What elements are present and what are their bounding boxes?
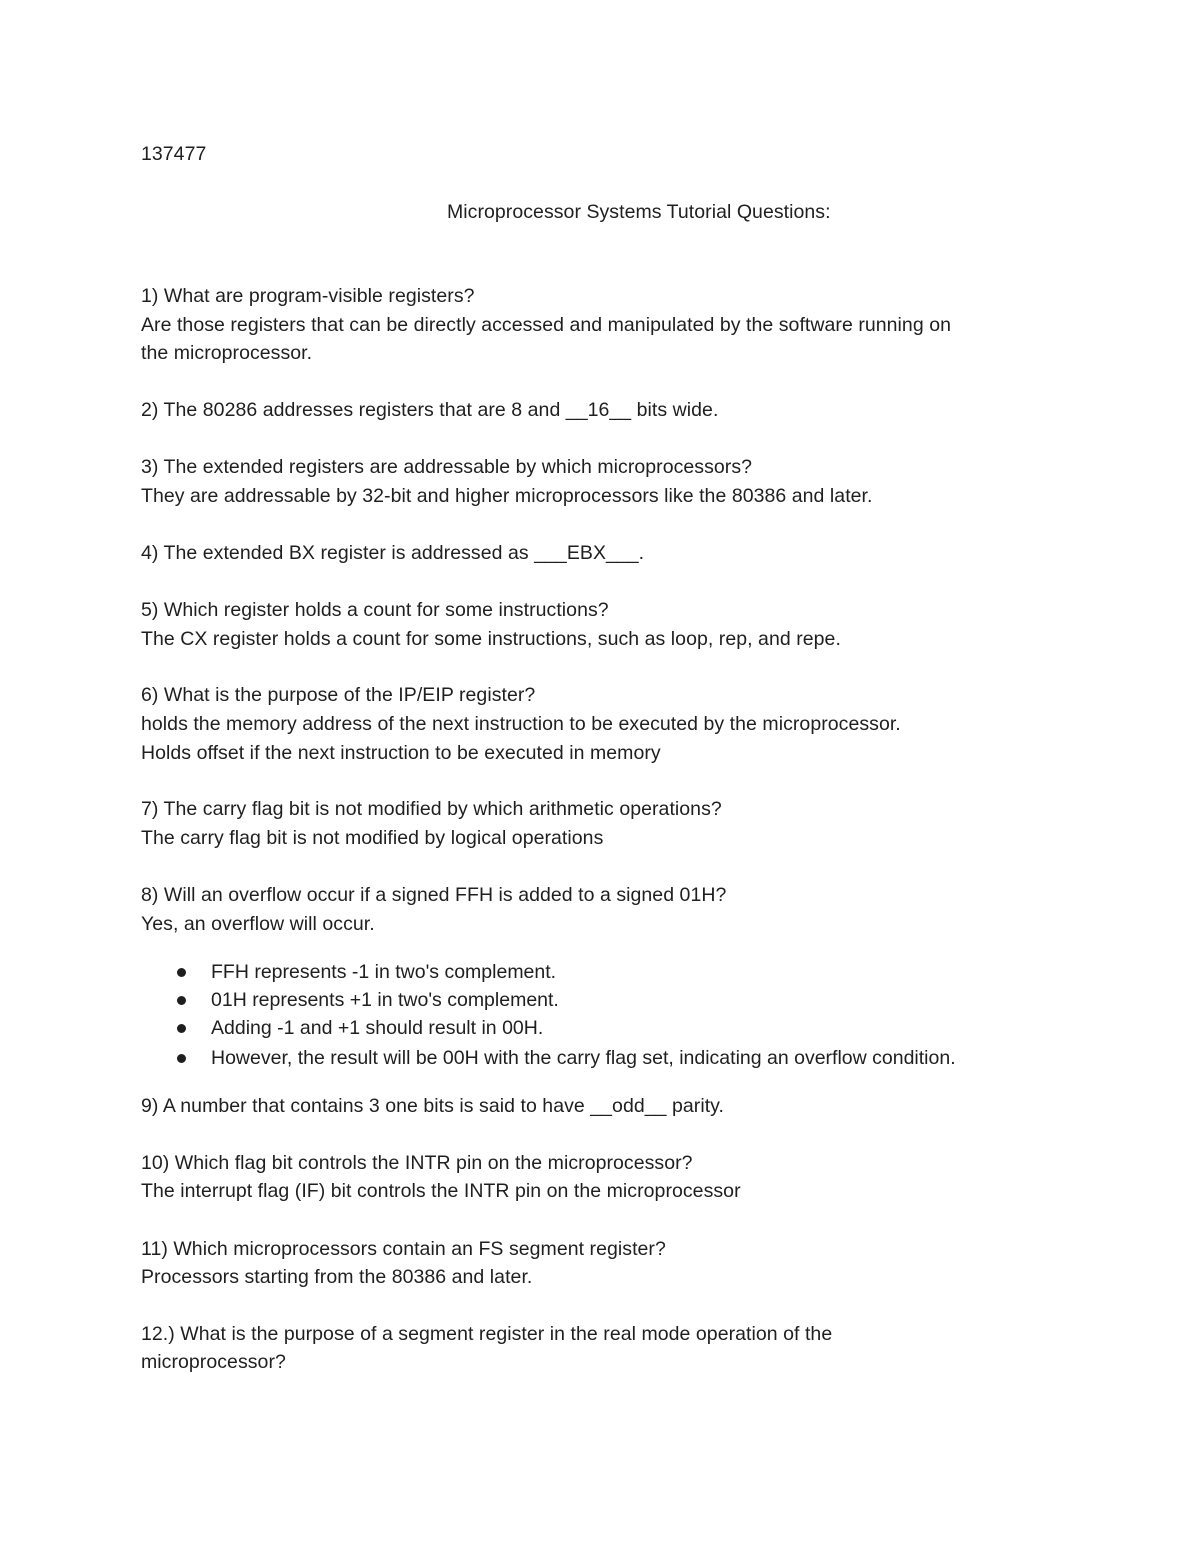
question-11: 11) Which microprocessors contain an FS segment register?	[141, 1238, 666, 1260]
answer-6-line-2: Holds offset if the next instruction to be executed in memory	[141, 742, 661, 764]
answer-1-line-1: Are those registers that can be directly accessed and manipulated by the software running on	[141, 314, 951, 336]
answer-8: Yes, an overflow will occur.	[141, 913, 375, 935]
question-5: 5) Which register holds a count for some instructions?	[141, 599, 609, 621]
question-7: 7) The carry flag bit is not modified by which arithmetic operations?	[141, 798, 722, 820]
list-item-text: Adding -1 and +1 should result in 00H.	[211, 1017, 544, 1039]
list-item-text: However, the result will be 00H with the carry flag set, indicating an overflow condition.	[211, 1047, 956, 1069]
question-8: 8) Will an overflow occur if a signed FFH is added to a signed 01H?	[141, 884, 727, 906]
question-9: 9) A number that contains 3 one bits is said to have __odd__ parity.	[141, 1095, 724, 1117]
bullet-icon	[177, 968, 186, 977]
answer-10: The interrupt flag (IF) bit controls the INTR pin on the microprocessor	[141, 1180, 741, 1202]
question-12-line-2: microprocessor?	[141, 1351, 286, 1373]
bullet-icon	[177, 996, 186, 1005]
answer-11: Processors starting from the 80386 and later.	[141, 1266, 533, 1288]
bullet-icon	[177, 1024, 186, 1033]
answer-1-line-2: the microprocessor.	[141, 342, 313, 364]
question-3: 3) The extended registers are addressable by which microprocessors?	[141, 456, 753, 478]
answer-7: The carry flag bit is not modified by logical operations	[141, 827, 604, 849]
document-title: Microprocessor Systems Tutorial Questions:	[447, 201, 831, 223]
question-2: 2) The 80286 addresses registers that are 8 and __16__ bits wide.	[141, 399, 719, 421]
question-1: 1) What are program-visible registers?	[141, 285, 475, 307]
list-item-text: 01H represents +1 in two's complement.	[211, 989, 559, 1011]
bullet-icon	[177, 1054, 186, 1063]
question-12-line-1: 12.) What is the purpose of a segment register in the real mode operation of the	[141, 1323, 833, 1345]
answer-3: They are addressable by 32-bit and higher microprocessors like the 80386 and later.	[141, 485, 873, 507]
question-4: 4) The extended BX register is addressed as ___EBX___.	[141, 542, 645, 564]
question-10: 10) Which flag bit controls the INTR pin on the microprocessor?	[141, 1152, 693, 1174]
list-item-text: FFH represents -1 in two's complement.	[211, 961, 557, 983]
question-6: 6) What is the purpose of the IP/EIP register?	[141, 684, 536, 706]
answer-6-line-1: holds the memory address of the next instruction to be executed by the microprocessor.	[141, 713, 901, 735]
answer-5: The CX register holds a count for some instructions, such as loop, rep, and repe.	[141, 628, 841, 650]
document-id: 137477	[141, 143, 207, 165]
